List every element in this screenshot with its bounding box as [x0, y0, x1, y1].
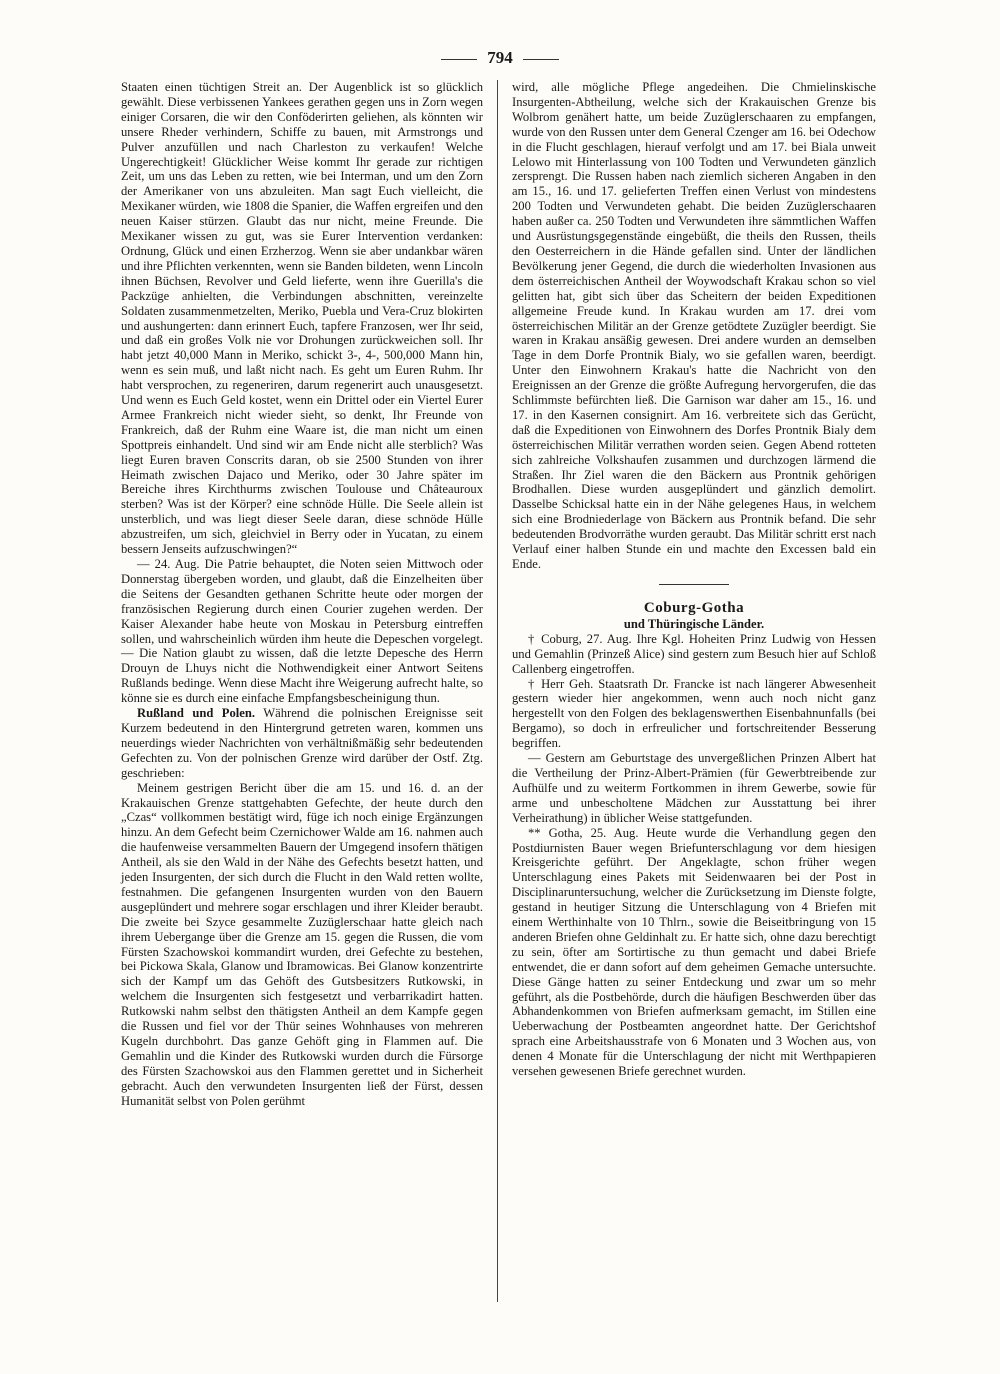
article-paragraph: wird, alle mögliche Pflege angedeihen. Die Chmielinskische Insurgenten-Abtheilung, welche sich der Krakauischen Grenze bis Wolbrom genähert hatte, um beide Zuzüglerschaaren zu empfangen, wurde von den Russen unter dem General Czenger am 16. bei Odechow in die Flucht geschlagen, hierauf verfolgt und am 17. bei Biala unweit Lelowo mit Hinterlassung von 100 Todten und Verwundeten gänzlich zersprengt. Die Russen haben nach ziemlich sicheren Angaben in den am 15., 16. und 17. gelieferten Treffen einen Verlust von mindestens 200 Todten und Verwundeten gehabt. Die beiden Zuzüglerschaaren haben außer ca. 250 Todten und Verwundeten ihre sämmtlichen Waffen und Ausrüstungsgegenstände eingebüßt, die theils den Russen, theils den Oesterreichern in die Hände gefallen sind. Unter der ländlichen Bevölkerung jener Gegend, die durch die wiederholten Invasionen aus dem österreichischen Antheil der Woywodschaft Krakau schon so viel gelitten hat, gibt sich über das Scheitern der beiden Expeditionen allgemeine Freude kund. In Krakau wurden am 17. drei vom österreichischen Militär an der Grenze getödtete Zuzügler beerdigt. Sie waren in Krakau ansäßig gewesen. Drei andere wurden an demselben Tage in dem Dorfe Prontnik Bialy, wo sie gefallen waren, beerdigt. Unter den Einwohnern Krakau's hatte die Nachricht von den Ereignissen an der Grenze die größte Aufregung hervorgerufen, die das Schlimmste befürchten ließ. Die Garnison war daher am 15., 16. und 17. in den Kasernen consignirt. Am 16. verbreitete sich das Gerücht, daß die Expeditionen von Einwohnern des Dorfes Prontnik Bialy dem österreichischen Militär verrathen worden seien. Gegen Abend rotteten sich zahlreiche Volkshaufen zusammen und durchzogen lärmend die Straßen. Ihr Ziel waren die den Bäckern aus Prontnik gehörigen Brodhallen. Diese wurden ausgeplündert und gänzlich demolirt. Dasselbe Schicksal hatte ein in der Nähe gelegenes Haus, in welchem sich eine Brodniederlage von Bäckern aus Prontnik befand. Die sehr bedeutenden Brodvorräthe wurden geraubt. Das Militär schritt erst nach Verlauf einer halben Stunde ein und machte den Excessen bald ein Ende. [512, 80, 876, 571]
right-column [512, 80, 876, 1079]
header-dash-left [441, 59, 477, 60]
article-paragraph: † Coburg, 27. Aug. Ihre Kgl. Hoheiten Prinz Ludwig von Hessen und Gemahlin (Prinzeß Alice) sind gestern zum Besuch hier auf Schloß Callenberg eingetroffen. [512, 631, 876, 676]
article-paragraph: Während die polnischen Ereignisse seit Kurzem bedeutend in den Hintergrund getreten waren, kommen uns neuerdings wieder Nachrichten von verhältnißmäßig sehr bedeutenden Gefechten zu. Von der polnischen Grenze wird darüber der Ostf. Ztg. geschrieben: [121, 706, 484, 780]
section-heading-coburg-gotha: Coburg-Gotha [643, 599, 745, 616]
header-dash-right [523, 59, 559, 60]
russia-section [121, 706, 483, 781]
article-paragraph: Staaten einen tüchtigen Streit an. Der Augenblick ist so glücklich gewählt. Diese verbissenen Yankees gerathen gegen uns in Zorn wegen einiger Corsaren, die wir den Conföderirten geliehen, als könnten wir unsere Rheder verhindern, Schiffe zu bauen, mit Armstrongs und Pulver anzufüllen und nach Charleston zu verkaufen! Welche Ungerechtigkeit! Glücklicher Weise kommt Ihr gerade zur richtigen Zeit, um uns das Leben zu retten, wie bei Interman, und um den Zorn der Amerikaner von uns abzuleiten. Man sagt Euch vielleicht, die Mexikaner würden, wie 1808 die Spanier, die Waffen ergreifen und den neuen Kaiser stürzen. Glaubt das nur nicht, meine Freunde. Die Mexikaner wissen zu gut, was sie Eurer Intervention verdanken: Ordnung, Glück und einen Erzherzog. Wenn sie aber undankbar wären und ihre Pflichten verkennten, wenn sie Banden bildeten, wenn Lincoln ihnen Büchsen, Revolver und Geld lieferte, wenn ihre Guerilla's die Packzüge anhielten, die Verbindungen abschnitten, vereinzelte Soldaten zusammenmetzelten, Meriko, Puebla und Vera-Cruz blokirten und aushungerten: dann erinnert Euch, tapfere Franzosen, wer Ihr seid, und daß ein großes Volk nie vor Drohungen zurückweichen soll. Ihr habt jetzt 40,000 Mann in Meriko, schickt 3-, 4-, 500,000 Mann hin, wenn es sein muß, und laßt nicht nach. Es geht um Euren Ruhm. Ihr habt versprochen, zu regeneriren, darum regenerirt auch unausgesetzt. Und wenn es Euch Geld kostet, wenn ein Drittel oder ein Viertel Eurer Armee Frankreich nicht wieder sieht, so denkt, Ihr Freunde von Frankreich, daß der Ruhm eine Waare ist, die man nicht um einen Spottpreis einhandelt. Und sind wir am Ende nicht alle sterblich? Was liegt Euren braven Conscrits daran, ob sie 2500 Stunden von ihrer Heimath zwischen Dajaco und Meriko, oder 30 Jahre später im Bereiche ihres Kirchthurms zwischen Toulouse und Châteauroux sterben? Was ist der Körper? eine schnöde Hülle. Die Seele allein ist unsterblich, und was liegt dieser Seele daran, diese schnöde Hülle abzustreifen, um sich, gleichviel in Berry oder in Yucatan, zu einem bessern Jenseits aufzuschwingen?“ [121, 80, 483, 557]
column-divider [497, 80, 498, 1302]
section-rule [659, 584, 729, 585]
section-subheading: und Thüringische Länder. [623, 616, 765, 631]
article-paragraph: — Gestern am Geburtstage des unvergeßlichen Prinzen Albert hat die Vertheilung der Prinz-Albert-Prämien (für Gewerbtreibende zur Aufhülfe und zu weiterm Fortkommen in ihrem Gewerbe, sowie für arme und unbescholtene Mädchen zur Ausstattung bei ihrer Verheirathung) in üblicher Weise stattgefunden. [512, 751, 876, 825]
section-heading-russia: Rußland und Polen. [137, 706, 256, 721]
article-paragraph: — 24. Aug. Die Patrie behauptet, die Noten seien Mittwoch oder Donnerstag übergeben worden, und glaubt, daß die Einzelheiten über die Seitens der Gesandten gethanen Schritte heute oder morgen der französischen Regierung durch einen Courier zugehen werden. Der Kaiser Alexander habe heute von Moskau in Petersburg eintreffen sollen, und wahrscheinlich würden ihm heute die Depeschen vorgelegt. — Die Nation glaubt zu wissen, daß die letzte Depesche des Herrn Drouyn de Lhuys nicht die Nothwendigkeit einer Antwort Seitens Rußlands bedinge. Wenn diese Macht ihre Weigerung aufrecht halte, so könne sie es durch eine einfache Empfangsbescheinigung thun. [121, 557, 483, 706]
page-number: 794 [487, 48, 513, 67]
article-paragraph: ** Gotha, 25. Aug. Heute wurde die Verhandlung gegen den Postdiurnisten Bauer wegen Briefunterschlagung vor dem hiesigen Kreisgerichte geführt. Der Angeklagte, schon früher wegen Unterschlagung eines Pakets mit Seidenwaaren bei der Post in Disciplinaruntersuchung, welcher die Zurücksetzung im Dienste folgte, gestand in heutiger Sitzung die Unterschlagung von 4 Briefen mit einem Werthinhalte von 10 Thlrn., sowie die Beiseitbringung von 15 anderen Briefen ohne Geldinhalt zu. Er hatte sich, ohne dazu berechtigt zu sein, öfter am Sortirtische zu thun gemacht und dabei Briefe entwendet, die er dann sofort auf dem geheimen Gemache untersuchte. Diese Gänge hatten zu seiner Entdeckung und zwar um so mehr geführt, als die Postbehörde, durch die häufigen Beschwerden über das Abhandenkommen von Briefen aufmerksam gemacht, im Stillen eine Ueberwachung der Postbeamten angeordnet hatte. Der Gerichtshof sprach eine Arbeitshausstrafe von 6 Monaten und 3 Wochen aus, von denen 4 Monate für die Unterschlagung der nicht mit Werthpapieren versehen gewesenen Briefe gerechnet wurden. [512, 825, 876, 1079]
left-column [121, 80, 483, 1109]
page-header [0, 48, 1000, 68]
article-paragraph: † Herr Geh. Staatsrath Dr. Francke ist nach längerer Abwesenheit gestern wieder hier angekommen, wenn auch noch nicht ganz hergestellt von den Folgen des beklagenswerthen Eisenbahnunfalls (bei Bergamo), so doch in erfreulicher und fortschreitender Besserung begriffen. [512, 676, 876, 751]
article-paragraph: Meinem gestrigen Bericht über die am 15. und 16. d. an der Krakauischen Grenze stattgehabten Gefechte, der heute durch den „Czas“ vollkommen bestätigt wird, füge ich noch einige Ergänzungen hinzu. An dem Gefecht beim Czernichower Walde am 16. nahmen auch die haufenweise versammelten Bauern der Umgegend insofern thätigen Antheil, als sie den Wald in der Nähe des Gefechts besetzt hatten, und jeden Insurgenten, der sich durch die Flucht in den Wald retten wollte, festnahmen. Die gefangenen Insurgenten wurden von den Bauern ausgeplündert und mehrere sogar erschlagen und ihrer Kleider beraubt. Die zweite bei Szyce gesammelte Zuzüglerschaar hatte gleich nach ihrem Uebergange über die Grenze am 15. gegen die Russen, die vom Fürsten Szachowskoi kommandirt wurden, drei Gefechte zu bestehen, bei Pickowa Skala, Glanow und Ibramowicas. Bei Glanow konzentrirte sich der Kampf um das Gehöft des Gutsbesitzers Rutkowski, in welchem die Insurgenten sich festgesetzt und verbarrikadirt hatten. Rutkowski nahm selbst den thätigsten Antheil an dem Kampfe gegen die Russen und fiel vor der Thür seines Wohnhauses von mehreren Kugeln durchbohrt. Das ganze Gehöft ging in Flammen auf. Die Gemahlin und die Kinder des Rutkowski wurden durch die Fürsorge des Fürsten Szachowskoi aus den Flammen gerettet und in Sicherheit gebracht. Auch den verwundeten Insurgenten ließ der Fürst, dessen Humanität selbst von Polen gerühmt [121, 780, 483, 1108]
